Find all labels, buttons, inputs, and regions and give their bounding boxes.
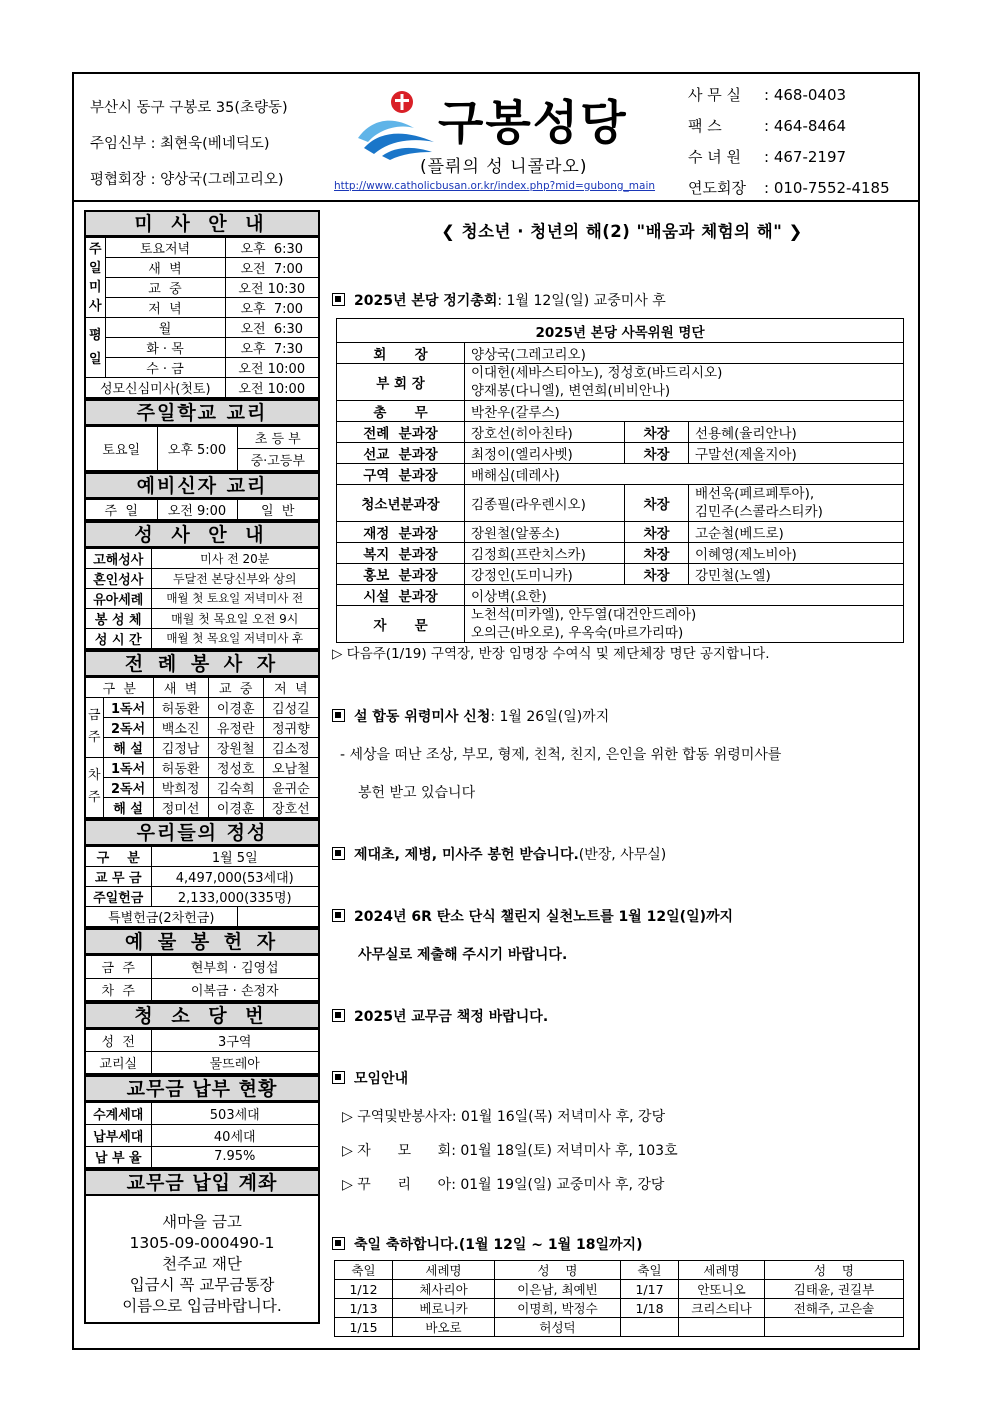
memorial-notice: 설 합동 위령미사 신청: 1월 26일(일)까지 (332, 706, 609, 726)
carbon-notice: 2024년 6R 탄소 단식 챌린지 실천노트를 1월 12일(일)까지 (332, 906, 733, 926)
offering-table: 구 분 1월 5일 교 무 금 4,497,000(53세대) 주일헌금 2,133,000(335명) 특별헌금(2차헌금) (84, 846, 320, 928)
servers-table: 구 분 새 벽 교 중 저 녁 금 주 1독서 허동환 이경훈 김성길 2독서 백소진 유정란 정귀향 해 설 김정남 장원철 김소정 차 주 1독서 허동환 정성호 오남철 2독서 박희정 김숙희 윤귀순 해 설 정미선 이경훈 장호선 (84, 677, 320, 819)
gift-title: 예 물 봉 헌 자 (84, 928, 320, 955)
parish-patron: (플뤼의 성 니콜라오) (420, 157, 588, 177)
memorial-line: 봉헌 받고 있습니다 (358, 785, 476, 801)
sacraments-table: 고해성사 미사 전 20분 혼인성사 두달전 본당신부와 상의 유아세례 매월 첫 토요일 저녁미사 전 봉 성 체 매월 첫 목요일 오전 9시 성 시 간 매월 첫 목요일 저녁미사 후 (84, 548, 320, 650)
cleaning-table: 성 전 3구역 교리실 물뜨레아 (84, 1029, 320, 1075)
bullet-icon (332, 293, 345, 306)
gift-table: 금 주 현부희 · 김영섭 차 주 이복금 · 손정자 (84, 955, 320, 1003)
carbon-notice-line2: 사무실로 제출해 주시기 바랍니다. (358, 947, 568, 963)
bullet-icon (332, 709, 345, 722)
catechumen-table: 주 일 오전 9:00 일 반 (84, 499, 320, 521)
bullet-icon (332, 847, 345, 860)
mass-time: 오전 6:30 (225, 318, 319, 338)
parish-url[interactable]: http://www.catholicbusan.or.kr/index.php?mid=gubong_main (334, 180, 656, 192)
staff-note: ▷ 다음주(1/19) 구역장, 반장 임명장 수여식 및 제단체장 명단 공지합니다. (332, 646, 770, 662)
dues-title: 교무금 납부 현황 (84, 1075, 320, 1102)
mass-time: 오전 7:00 (225, 258, 319, 278)
account-info: 새마을 금고 1305-09-000490-1 천주교 재단 입금시 꼭 교무금통장 이름으로 입금바랍니다. (84, 1196, 320, 1324)
sunday-school-title: 주일학교 교리 (84, 399, 320, 426)
mass-time: 오후 7:30 (225, 338, 319, 358)
meeting-notice: 2025년 본당 정기총회: 1월 12일(일) 교중미사 후 (332, 290, 666, 310)
mass-time: 오전 10:30 (225, 278, 319, 298)
mass-time: 오후 7:00 (225, 298, 319, 318)
candles-notice: 제대초, 제병, 미사주 봉헌 받습니다.(반장, 사무실) (332, 844, 666, 864)
contact-row: 팩 스 : 464-8464 (688, 117, 847, 135)
offering-title: 우리들의 정성 (84, 819, 320, 846)
parish-logo (334, 86, 674, 196)
table-row: 1/15 바오로 허성덕 (335, 1318, 904, 1337)
mass-name: 토요저녁 (105, 238, 225, 258)
mass-table (84, 237, 320, 399)
mass-name: 새 벽 (105, 258, 225, 278)
staff-table: 2025년 본당 사목위원 명단 회 장 양상국(그레고리오) 부 회 장 이대헌(세바스티아노), 정성호(바드리시오) 양재봉(다니엘), 변연희(비비안나) 총 무 박찬우(갈루스) 전례 분과장 장호선(히아친타) 차장 선용혜(율리안나) 선교 분과장 최정이(엘리사벳) 차장 구말선(제올지아) 구역 분과장 배해심(데레사) 청소년분과장 김종필(라우렌시오) 차장 배선욱(페르페투아), 김민주(스콜라스티카) 재정 분과장 장원철(알퐁소) 차장 고순철(베드로) 복지 분과장 김정희(프란치스카) 차장 이혜영(제노비아) 홍보 분과장 강정인(도미니카) 차장 강민철(노엘) 시설 분과장 이상벽(요한) 자 문 노천석(미카엘), 안두열(대건안드레아) 오의근(바오로), 우옥숙(마르가리따) (336, 318, 904, 643)
bullet-icon (332, 1237, 345, 1250)
contact-row: 수 녀 원 : 467-2197 (688, 148, 847, 166)
header-info (90, 90, 288, 198)
mass-name: 저 녁 (105, 298, 225, 318)
special-mass-time: 오전 10:00 (225, 378, 319, 399)
bullet-icon (332, 1009, 345, 1022)
weekday-label: 평 일 (85, 318, 105, 378)
mass-time: 오전 10:00 (225, 358, 319, 378)
mass-name: 수 · 금 (105, 358, 225, 378)
special-mass-name: 성모신심미사(첫토) (85, 378, 225, 399)
header (74, 74, 918, 202)
cleaning-title: 청 소 당 번 (84, 1002, 320, 1029)
parish-emblem-icon (354, 90, 440, 160)
mass-name: 화 · 목 (105, 338, 225, 358)
dues-table: 수계세대 503세대 납부세대 40세대 납 부 율 7.95% (84, 1102, 320, 1170)
meeting-item: ▷ 자 모 회: 01월 18일(토) 저녁미사 후, 103호 (342, 1143, 678, 1159)
mass-name: 교 중 (105, 278, 225, 298)
dues-notice: 2025년 교무금 책정 바랍니다. (332, 1006, 548, 1026)
table-row: 1/13 베로니카 이명희, 박정수 1/18 크리스티나 전해주, 고은솔 (335, 1299, 904, 1318)
pastor: 주임신부 : 최현욱(베네딕도) (90, 136, 270, 152)
meeting-item: ▷ 꾸 리 아: 01월 19일(일) 교중미사 후, 강당 (342, 1177, 665, 1193)
bullet-icon (332, 1071, 345, 1084)
address: 부산시 동구 구봉로 35(초량동) (90, 100, 288, 116)
council-president: 평협회장 : 양상국(그레고리오) (90, 172, 284, 188)
sacraments-title: 성 사 안 내 (84, 521, 320, 548)
feast-table: 축일 세례명 성 명 축일 세례명 성 명 1/12 체사리아 이은남, 최예빈 1/17 안또니오 김태윤, 권길부 1/13 베로니카 이명희, 박정수 1/18 크리스티나 전해주, 고은솔 1/15 바오로 허성덕 (334, 1260, 904, 1337)
mass-title: 미 사 안 내 (84, 210, 320, 237)
memorial-line: - 세상을 떠난 조상, 부모, 형제, 친척, 친지, 은인을 위한 합동 위령미사를 (340, 747, 782, 763)
contact-row: 사 무 실 : 468-0403 (688, 86, 847, 104)
sidebar (84, 210, 320, 1324)
meeting-item: ▷ 구역및반봉사자: 01월 16일(목) 저녁미사 후, 강당 (342, 1109, 666, 1125)
catechumen-title: 예비신자 교리 (84, 472, 320, 499)
servers-title: 전 례 봉 사 자 (84, 650, 320, 677)
mass-time: 오후 6:30 (225, 238, 319, 258)
parish-name: 구봉성당 (438, 96, 628, 151)
bullet-icon (332, 909, 345, 922)
feast-head: 축일 축하합니다.(1월 12일 ~ 1월 18일까지) (332, 1234, 642, 1254)
bulletin-frame (72, 72, 920, 1350)
mass-name: 월 (105, 318, 225, 338)
sunday-school-table: 토요일 오후 5:00 초 등 부 중·고등부 (84, 426, 320, 472)
page-title: ❮ 청소년 · 청년의 해(2) "배움과 체험의 해" ❯ (441, 222, 803, 241)
table-row: 1/12 체사리아 이은남, 최예빈 1/17 안또니오 김태윤, 권길부 (335, 1280, 904, 1299)
account-title: 교무금 납입 계좌 (84, 1169, 320, 1196)
contact-row: 연도회장 : 010-7552-4185 (688, 179, 890, 197)
meetings-head: 모임안내 (332, 1068, 408, 1088)
sunday-label: 주 일 미 사 (85, 238, 105, 318)
contacts (688, 80, 890, 204)
